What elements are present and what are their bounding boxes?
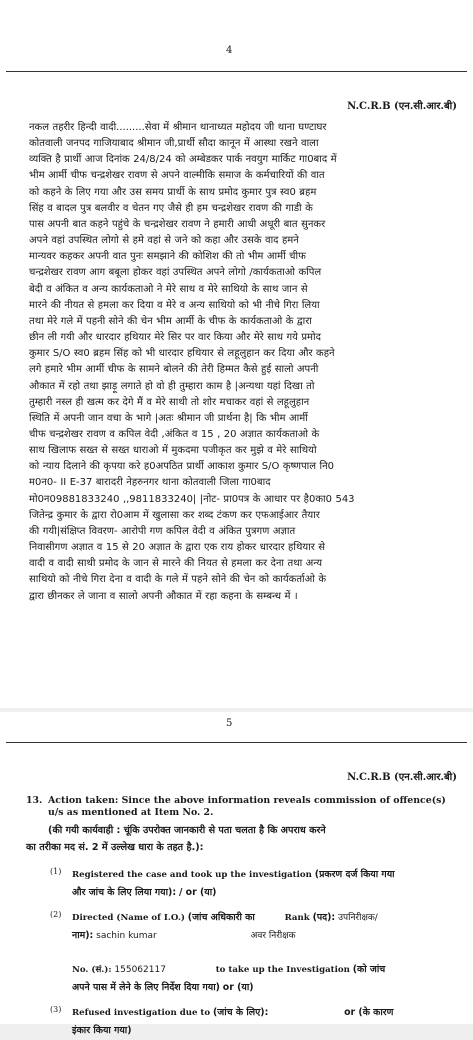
item-13-hindi <box>26 822 458 856</box>
narrative-line: मारने की नीयत से हमला कर दिया व मेरे व अन्य साथियो को भी नीचे गिरा लिया <box>29 299 320 311</box>
take-up-hindi-a: (को जांच <box>352 964 386 975</box>
rank-label-hindi: (पद): <box>312 912 336 923</box>
narrative-line: मो0न09881833240 ,,9811833240| |नोट- प्रा0पत्र के आधार पर है0का0 543 <box>29 493 355 505</box>
narrative-line: कुमार S/O स्व0 ब्रहम सिंह को भी धारदार हथियार से लहूलुहान कर दिया और कहने <box>29 348 335 360</box>
page-number: 5 <box>226 718 233 729</box>
narrative-line: छीन ली गयी और धारदार हथियार मेरे सिर पर वार किया और मेरे साथ गये प्रमोद <box>29 332 321 344</box>
narrative-line: जितेन्द्र कुमार के द्वारा रो0आम में खुलासा कर शब्द टंकण कर एफआईआर तैयार <box>29 509 320 521</box>
narrative-line: को न्याय दिलाने की कृपया करे ह0अपठित प्रार्थी आकाश कुमार S/O कृष्णपाल नि0 <box>29 461 335 473</box>
io-name-value: sachin kumar <box>96 931 157 941</box>
sub1-hindi-a: (प्रकरण दर्ज किया गया <box>314 869 395 880</box>
item-13-heading <box>26 795 456 819</box>
narrative-line: मान्यवर कहकर अपनी वात पुनः समझाने की कोशिश की तो भीम आर्मी चीफ <box>29 251 306 263</box>
rank-value: उपनिरीक्षक/ <box>338 913 378 923</box>
item-title-line1: Action taken: Since the above information reveals commission of offence(s) <box>48 795 446 806</box>
item-title-line2: u/s as mentioned at Item No. 2. <box>48 807 214 818</box>
narrative-line: साथियो को नीचे गिरा देना व वादी के गले में पहने सोने की चेन को कार्यकर्ताओ के <box>29 574 326 586</box>
io-number-label: No. (सं.): <box>72 965 112 975</box>
rank-label: Rank <box>284 913 310 923</box>
sub3-english: Refused investigation due to <box>72 1008 211 1018</box>
narrative-line: तुम्हारी नस्ल ही खत्म कर देगे मैं व मेरे साथी तो शोर मचाकर वहां से लहूलुहान <box>29 396 310 408</box>
sub-item-2 <box>50 909 455 945</box>
sub2-hindi-b: नाम): <box>72 930 94 941</box>
narrative-line: चन्द्रशेखर रावण आग बबूला होकर वहां उपस्थित अपने लोगो /कार्यकताओ कपिल <box>29 267 322 279</box>
narrative-line: को कहने के लिए गया और उस समय प्रार्थी के साथ प्रमोद कुमार पुत्र स्व0 ब्रहम <box>29 186 317 198</box>
sub-item-number: (3) <box>50 1005 62 1014</box>
sub3-hindi: (जांच के लिए): <box>212 1007 269 1018</box>
io-number-value: 155062117 <box>114 965 166 975</box>
fir-narrative <box>29 120 452 605</box>
narrative-line: पास अपनी बात कहने पहुंचे के चन्द्रशेखर रावण ने हमारी आधी अधूरी बात सुनकर <box>29 218 326 230</box>
narrative-line: सिंह व बादल पुत्र बलवीर व चेतन गए जैसे ही हम चन्द्रशेखर रावण की गाडी के <box>29 202 313 214</box>
divider <box>6 742 467 743</box>
narrative-line: बेदी व अंकित व अन्य कार्यकताओ ने मेरे साथ व मेरे साथियो के साथ जान से <box>29 283 308 295</box>
narrative-line: कोतवाली जनपद गाजियाबाद श्रीमान जी,प्रार्थी सौदा कानून में आस्था रखने वाला <box>29 138 319 150</box>
sub-item-2-cont <box>50 961 455 997</box>
sub3-or-label: or (के कारण <box>344 1007 394 1018</box>
item-hindi-line1: (की गयी कार्यवाही : चूंकि उपरोक्त जानकारी से पता चलता है कि अपराध करने <box>48 825 326 836</box>
narrative-line: लगे हमारे भीम आर्मी चीफ के सामने बोलने की तेरी हिम्मत कैसे हुई सालो अपनी <box>29 364 319 376</box>
divider <box>6 71 467 72</box>
narrative-line: चीफ चन्द्रशेखर रावण व कपिल वेदी ,अंकित व 15 , 20 अज्ञात कार्यकताओ के <box>29 428 320 440</box>
narrative-line: वादी व वादी साथी प्रमोद के जान से मारने की नियत से हमला कर देना तथा अन्य <box>29 558 323 570</box>
narrative-line: व्यक्ति है प्रार्थी आज दिनांक 24/8/24 को अम्बेडकर पार्क नवयुग मार्किट गा0बाद में <box>29 154 337 166</box>
narrative-line: स्थिति में अपनी जान वचा के भागे |अतः श्रीमान जी प्रार्थना है| कि भीम आर्मी <box>29 412 308 424</box>
sub-item-number: (2) <box>50 910 62 919</box>
narrative-line: म0न0- II E-37 बारादरी नेहरुनगर थाना कोतवाली जिला गा0बाद <box>29 477 271 489</box>
sub1-english: Registered the case and took up the investigation <box>72 870 312 880</box>
take-up-english: to take up the Investigation <box>215 965 350 975</box>
narrative-line: द्वारा छीनकर ले जाना व सालो अपनी औकात में रहा कहना के सम्बन्ध में । <box>29 590 298 602</box>
narrative-line: की गयी|संक्षिप्त विवरण- आरोपी गण कपिल वेदी व अंकित पुत्रगण अज्ञात <box>29 525 296 537</box>
sub2-english: Directed (Name of I.O.) <box>72 913 185 923</box>
narrative-line: अपने वहां उपस्थित लोगो से हमे वहां से जने को कहा और उसके वाद हमने <box>29 235 299 247</box>
sub-item-1 <box>50 866 455 902</box>
narrative-line: औकात में रहो तथा झाड़ू लगाते हो वो ही तुम्हारा काम है |अन्यथा यहां दिखा तो <box>29 380 315 392</box>
narrative-line: भीम आर्मी चीफ चन्द्रशेखर रावण से अपने वाल्मीकि समाज के कर्मचारियों की वात <box>29 170 325 182</box>
narrative-line: निवासीगण अज्ञात व 15 से 20 अज्ञात के द्वारा एक राय होकर धारदार हथियार से <box>29 542 326 554</box>
sub1-hindi-b: और जांच के लिए लिया गया): <box>72 887 177 898</box>
sub-item-3 <box>50 1004 455 1040</box>
rank-value-2: अवर निरीक्षक <box>250 931 296 941</box>
sub2-hindi: (जांच अधिकारी का <box>187 912 255 923</box>
narrative-line: नकल तहरीर हिन्दी वादी.........सेवा में श्रीमान थानाध्यत महोदय जी थाना घण्टाघर <box>29 122 327 133</box>
document-page-5 <box>0 712 473 1036</box>
sub-item-number: (1) <box>50 867 62 876</box>
sub3-cut-text: इंकार किया गया) <box>72 1025 132 1036</box>
ncrb-header: N.C.R.B (एन.सी.आर.बी) <box>347 772 457 783</box>
sub1-tail: / or (या) <box>178 887 217 898</box>
take-up-tail: or (या) <box>222 982 254 993</box>
ncrb-header: N.C.R.B (एन.सी.आर.बी) <box>347 101 457 112</box>
narrative-line: साथ खिलाफ सख्त से सख्त धाराओ में मुकदमा पजीकृत कर मुझे व मेरे साथियो <box>29 445 317 457</box>
page-number: 4 <box>226 45 233 56</box>
take-up-hindi-b: अपने पास में लेने के लिए निर्देश दिया गया) <box>72 982 220 993</box>
narrative-line: तथा मेरे गले में पहनी सोने की चेन भीम आर्मी के चीफ के कार्यकताओ के द्वारा <box>29 315 312 327</box>
item-number: 13. <box>26 795 43 806</box>
item-hindi-line2: का तरीका मद सं. 2 में उल्लेख धारा के तहत है.): <box>26 842 204 853</box>
